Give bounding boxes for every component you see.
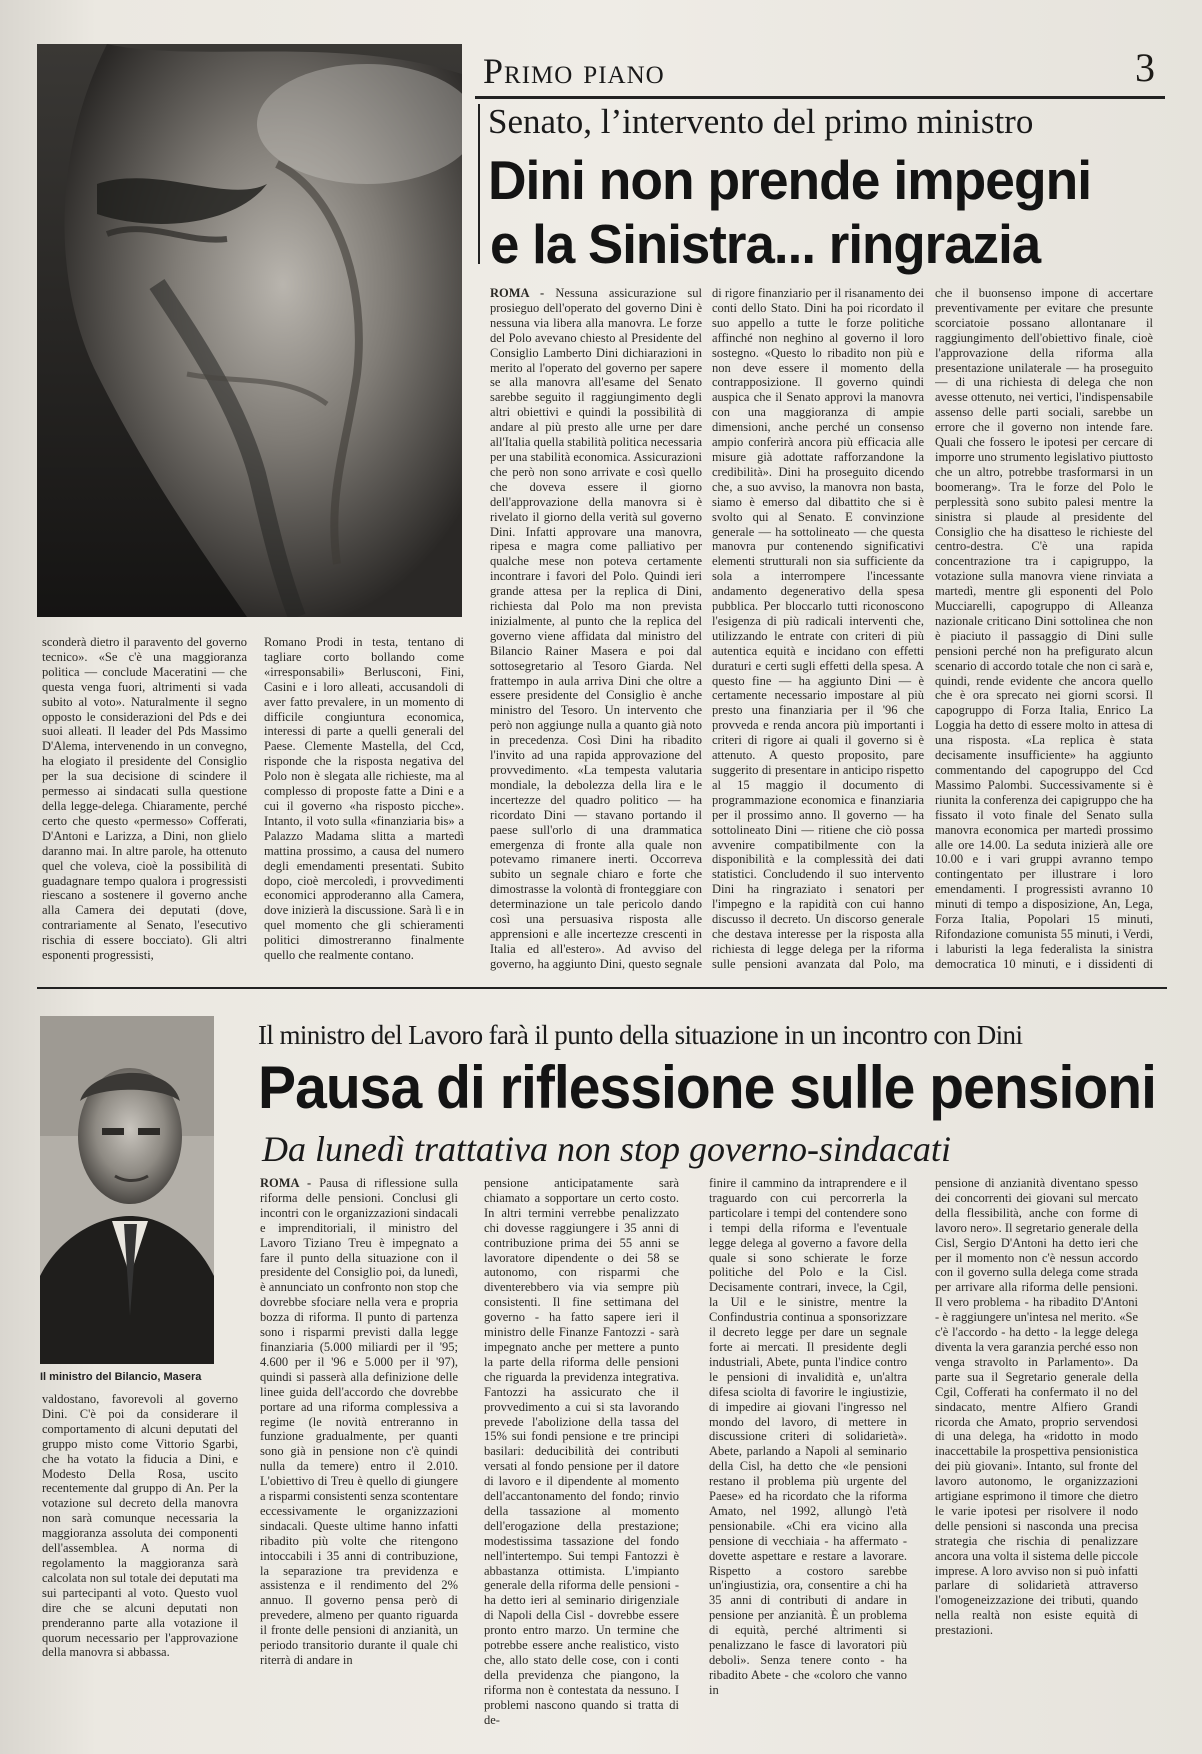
bottom-article-text-1: Pausa di riflessione sulla riforma delle pensioni. Conclusi gli incontri con le organizzazioni sindacali e imprenditoriali, il ministro del Lavoro Tiziano Treu è impegnato a fare il punto della situazione con il presidente del Consiglio poi, da lunedì, è annunciato un confronto non stop che dovrebbe sfociare nella vera e propria bozza di riforma. Il punto di partenza sono i risparmi previsti dalla legge finanziaria (5.000 miliardi per il '95; 4.600 per il '96 e 5.000 per il '97), quindi si passerà alla definizione delle linee guida dell'accordo che dovrebbe portare ad una riforma complessiva a regime (le novità entreranno in funzione gradualmente, per quanti sono già in pensione non c'è quindi nulla da temere) entro il 2.010. L'obiettivo di Treu è quello di giungere a risparmi consistenti senza scontentare eccessivamente le organizzazioni sindacali. Queste ultime hanno infatti ribadito più volte che ritengono intoccabili i 35 anni di contribuzione, la separazione tra previdenza e assistenza e il rendimento del 2% annuo. Il governo pensa però di prevedere, almeno per quanto riguarda il fronte delle pensioni di anzianità, un periodo transitorio durante il quale chi riterrà di andare in bbox=[260, 1176, 458, 1667]
top-article-headline-line2: e la Sinistra... ringrazia bbox=[490, 213, 1041, 275]
page-number: 3 bbox=[1135, 45, 1155, 90]
top-continuation-text-2: Romano Prodi in testa, tentano di tagliare corto bollando come «irresponsabili» Berlusconi, Fini, Casini e i loro alleati, accusandoli di aver fatto prevalere, in un momento di difficile congiuntura economica, interessi di parte a quelli generali del Paese. Clemente Mastella, del Ccd, risponde che la risposta negativa del Polo non è slegata alle richieste, ma al complesso di proposte fatte a Dini e a cui il governo «ha risposto picche». Intanto, il voto sulla «finanziaria bis» a Palazzo Madama slitta a martedì mattina prossimo, a causa del numero degli emendamenti presentati. Subito dopo, cioè mercoledì, i provvedimenti economici approderanno alla Camera, dove inizierà la discussione. Sarà lì e in quel momento che gli schieramenti politici dimostreranno finalmente quello che realmente contano. bbox=[264, 635, 464, 963]
bottom-article-column-3 bbox=[709, 1176, 907, 1728]
top-article-column-3 bbox=[935, 286, 1153, 972]
bottom-article-text-2: pensione anticipatamente sarà chiamato a sopportare un certo costo. In altri termini verrebbe penalizzato chi dovesse raggiungere i 35 anni di contribuzione prima dei 55 anni se lavoratore dipendente o dei 58 se autonomo, con risparmi che diventerebbero via via sempre più consistenti. Il fine settimana del governo - ha fatto sapere ieri il ministro delle Finanze Fantozzi - sarà impegnato anche per mettere a punto la parte della riforma delle pensioni che riguarda la previdenza integrativa. Fantozzi ha assicurato che il provvedimento a cui si sta lavorando prevede l'abolizione della tassa del 15% sui fondi pensione e tre principi basilari: deducibilità dei contributi versati al fondo pensione per il datore di lavoro e il dipendente al momento dell'accantonamento del fondo; rinvio della tassazione al momento dell'erogazione della prestazione; modestissima tassazione del fondo nell'intertempo. Sui tempi Fantozzi è abbastanza ottimista. L'impianto generale della riforma delle pensioni - ha detto ieri al seminario dirigenziale di Napoli della Cisl - dovrebbe essere pronto entro marzo. Un termine che potrebbe essere anche realistico, visto che, allo stato delle cose, con i conti della previdenza che piangono, la riforma non è contestata da nessuno. I problemi nascono quando si tratta di de- bbox=[484, 1176, 679, 1727]
bottom-article-deck: Da lunedì trattativa non stop governo-sindacati bbox=[262, 1129, 951, 1169]
top-article-dateline: ROMA - bbox=[490, 286, 556, 300]
bottom-continuation-text: valdostano, favorevoli al governo Dini. C'è poi da considerare il comportamento di alcuni deputati del gruppo misto come Vittorio Sgarbi, che ha votato la fiducia a Dini, e Modesto Della Rosa, uscito recentemente dal gruppo di An. Per la votazione sul decreto della manovra non sarà comunque necessaria la maggioranza assoluta dei componenti dell'assemblea. A norma di regolamento la maggioranza sarà calcolata non sul totale dei deputati ma sui partecipanti al voto. Questo vuol dire che se alcuni deputati non prenderanno parte alla votazione il quorum necessario per l'approvazione della manovra si abbassa. bbox=[42, 1392, 238, 1660]
bottom-article-text-3: finire il cammino da intraprendere e il traguardo con cui percorrerla la particolare i tempi del contendere sono i tempi della riforma e l'eventuale legge delega al governo a favore della quale si sono schierate le forze politiche del Polo e la Cisl. Decisamente contrari, invece, la Cgil, la Uil e le sinistre, mentre la Confindustria continua a sponsorizzare il decreto legge per dare un segnale forte ai mercati. Il presidente degli industriali, Abete, punta l'indice contro le pensioni di invalidità e, un'altra difesa sciolta di favorire le ingiustizie, di impedire ai giovani l'ingresso nel mondo del lavoro, di mettere in discussione criteri di solidarietà». Abete, parlando a Napoli al seminario della Cisl, ha detto che «le pensioni restano il problema più urgente del Paese» ed ha ricordato che la riforma Amato, nel 1992, allungò l'età pensionabile. «Chi era vicino alla pensione di vecchiaia - ha affermato - dovette aspettare e restare a lavorare. Rispetto a costoro sarebbe un'ingiustizia, ora, consentire a chi ha 35 anni di contributi di andare in pensione per anzianità. È un problema di equità, perché altrimenti si penalizzano le fasce di lavoratori più deboli». Senza tenere conto - ha ribadito Abete - che «coloro che vanno in bbox=[709, 1176, 907, 1697]
bottom-article-kicker: Il ministro del Lavoro farà il punto della situazione in un incontro con Dini bbox=[258, 1020, 1023, 1050]
masera-portrait-image bbox=[40, 1016, 214, 1364]
top-article-text-2: di rigore finanziario per il risanamento dei conti dello Stato. Dini ha poi ricordato il suo appello a tutte le forze politiche affinché non neghino al governo il loro sostegno. «Questo lo ribadito non più e non deve essere il momento della contrapposizione. Il governo quindi auspica che il Senato approvi la manovra con una maggioranza di ampie dimensioni, anche perché un consenso ampio conferirà ancora più efficacia alle misure già adottate rafforzandone la credibilità». Dini ha proseguito dicendo che, a suo avviso, la manovra non basta, siamo è emerso dal dibattito che si è svolto qui al Senato. E convinzione generale — ha sottolineato — che questa manovra pur contenendo significativi elementi strutturali non sia sufficiente da sola a interrompere l'incessante andamento degenerativo della spesa pubblica. Per bloccarlo tutti riconoscono l'esigenza di più radicali interventi che, utilizzando le entrate con criteri di più autentica equità e incidano con effetti duraturi e certi sugli effetti della spesa. A questo fine — ha aggiunto Dini — è certamente necessario impostare al più presto una finanziaria per il '96 che provveda e renda ancora più importanti i criteri di rigore ai quali il governo si è attenuto. A questo proposito, pare suggerito di presentare in anticipo rispetto al 15 maggio il documento di programmazione economica e finanziaria per il prossimo anno. Il governo — ha sottolineato Dini — ritiene che ciò possa avvenire compatibilmente con la disponibilità e la complessità dei dati statistici. Concludendo il suo intervento Dini ha ringraziato i senatori per l'impegno e la rapidità con cui hanno discusso il decreto. Un discorso generale che destava interesse per la risposta alla richiesta di legge delega per la riforma sulle pensioni avanzata dal Polo, ma bbox=[712, 286, 924, 971]
section-title: Primo piano bbox=[483, 51, 665, 91]
article-divider bbox=[37, 987, 1167, 989]
masera-portrait-photo bbox=[40, 1016, 214, 1364]
top-photo-continuation-2 bbox=[264, 635, 464, 973]
top-article-headline-line1: Dini non prende impegni bbox=[488, 149, 1092, 211]
section-header bbox=[475, 44, 1165, 99]
bottom-article-dateline: ROMA - bbox=[260, 1176, 320, 1190]
dini-portrait-photo bbox=[37, 44, 462, 617]
top-article-text-3: che il buonsenso impone di accertare preventivamente per evitare che presunte scorciatoie possano allontanare il raggiungimento dell'obiettivo finale, cioè l'approvazione della riforma alla presentazione unilaterale — ha proseguito — di una richiesta di delega che non avesse ottenuto, nei vertici, l'indispensabile assenso delle parti sociali, sarebbe un errore che il governo non intende fare. Quali che fossero le ipotesi per cercare di imporre uno strumento legislativo piuttosto che un altro, potrebbe trasformarsi in un boomerang». Tra le forze del Polo le perplessità sono subito palesi mentre la sinistra si plaude al presidente del Consiglio che ha disatteso le richieste del centro-destra. C'è una rapida concentrazione tra i capigruppo, la votazione sulla manovra viene rinviata a martedì, mentre gli esponenti del Polo Mucciarelli, capogruppo di Alleanza nazionale criticano Dini sottolinea che non è piaciuto il passaggio di Dini sulle pensioni perché non ha prefigurato alcun scenario di accordo totale che non ci sarà e, quindi, rende evidente che ancora quello che è ora sprecato nei giorni scorsi. Il capogruppo di Forza Italia, Enrico La Loggia ha detto di essere molto in attesa di una risposta. «La replica è stata decisamente insufficiente» ha aggiunto commentando del capogruppo del Ccd Massimo Palombi. Successivamente si è riunita la conferenza dei capigruppo che ha fissato il voto finale del Senato sulla manovra economica per martedì prossimo alle ore 14.00. La seduta inizierà alle ore 10.00 e i vari gruppi avranno tempo contingentato per illustrare i loro emendamenti. I progressisti avranno 10 minuti di tempo a disposizione, An, Lega, Forza Italia, Popolari 15 minuti, Rifondazione comunista 55 minuti, i Verdi, i laburisti la lega federalista la sinistra democratica 10 minuti, e i dissidenti di bbox=[935, 286, 1153, 971]
top-article-kicker: Senato, l’intervento del primo ministro bbox=[488, 102, 1034, 141]
dini-portrait-image bbox=[37, 44, 462, 617]
top-article-text-1: Nessuna assicurazione sul prosieguo dell'operato del governo Dini è nessuna via libera alla manovra. Le forze del Polo avevano chiesto al Presidente del Consiglio Lamberto Dini dichiarazioni in merito al l'operato del governo per sapere se alla manovra all'esame del Senato sarebbe seguito il raggiungimento degli altri obiettivi e quindi la possibilità di andare al più presto alle urne per dare all'Italia quella stabilità politica necessaria per una stabilità economica. Assicurazioni che però non sono arrivate e così quello che doveva essere il giorno dell'approvazione della manovra si è rivelato il giorno della verità sul governo Dini. Infatti approvare una manovra, ripesa e magra come palliativo per qualche mese non poteva certamente incontrare i favori del Polo. Quindi ieri grande attesa per la replica di Dini, richiesta dal Polo ma non prevista inizialmente, al punto che la replica del governo viene affidata dal ministro del Bilancio Rainer Masera e poi dal sottosegretario al Tesoro Giarda. Nel frattempo in aula arriva Dini che oltre a essere presidente del Consiglio è anche ministro del Tesoro. Un intervento che però non aggiunge nulla a quanto già noto in precedenza. Così Dini ha ribadito l'invito ad una rapida approvazione del provvedimento. «La tempesta valutaria mondiale, la debolezza della lira e le incertezze del quadro politico — ha ricordato Dini — stavano portando il paese sull'orlo di una drammatica emergenza di fronte alla quale non potevamo rimanere inerti. Occorreva subito un segnale chiaro e forte che dimostrasse la volontà di fronteggiare con determinazione un tale pericolo dando così una persuasiva risposta alle apprensioni e alle incertezze crescenti in Italia ed all'estero». Ad avviso del governo, ha aggiunto Dini, questo segnale bbox=[490, 286, 702, 971]
photo-caption: Il ministro del Bilancio, Masera bbox=[40, 1371, 202, 1383]
bottom-article-headline: Pausa di riflessione sulle pensioni bbox=[258, 1054, 1157, 1121]
top-photo-continuation-1 bbox=[42, 635, 247, 973]
bottom-article-column-1 bbox=[260, 1176, 458, 1728]
bottom-article-column-4 bbox=[935, 1176, 1138, 1728]
header-vertical-rule bbox=[478, 104, 480, 264]
bottom-article-text-4: pensione di anzianità diventano spesso dei concorrenti dei giovani sul mercato della flessibilità, anche con forme di lavoro nero». Il segretario generale della Cisl, Sergio D'Antoni ha detto ieri che per il momento non c'è nessun accordo con il governo sulla delega come strada per arrivare alla riforma delle pensioni. Il vero problema - ha ribadito D'Antoni - è raggiungere un'intesa nel merito. «Se c'è l'accordo - ha detto - la legge delega diventa la vera garanzia perché esso non venga stravolto in Parlamento». Da parte sua il Segretario generale della Cgil, Cofferati ha confermato il no del sindacato, mentre Alfiero Grandi ricorda che Amato, proprio servendosi di una delega, ha «ridotto in modo inaccettabile la prospettiva pensionistica dei più giovani». Intanto, sul fronte del lavoro autonomo, le organizzazioni artigiane esprimono il timore che dietro le varie ipotesi per risolvere il nodo delle pensioni si nasconda una precisa strategia che rischia di penalizzare ancora una volta il sistema delle piccole imprese. A loro avviso non si può infatti parlare di solidarietà attraverso l'omogeneizzazione dei tributi, quando nella realtà non esiste equità di prestazioni. bbox=[935, 1176, 1138, 1638]
top-article-column-2 bbox=[712, 286, 924, 972]
top-article-column-1 bbox=[490, 286, 702, 972]
bottom-photo-continuation bbox=[42, 1392, 238, 1728]
bottom-article-column-2 bbox=[484, 1176, 679, 1728]
top-continuation-text-1: sconderà dietro il paravento del governo tecnico». «Se c'è una maggioranza politica — conclude Maceratini — che questa venga fuori, altrimenti si vada subito al voto». Naturalmente il segno opposto le considerazioni del Pds e dei suoi alleati. Il leader del Pds Massimo D'Alema, intervenendo in un convegno, ha elogiato il presidente del Consiglio per la sua decisione di scindere il permesso ai sindacati sulla questione della legge-delega. Chiaramente, perché certo che questo «permesso» Cofferati, D'Antoni e Larizza, a Dini, non glielo daranno mai. In altre parole, ha ottenuto quel che voleva, cioè la possibilità di guadagnare tempo qualora i progressisti riescano a sostenere il governo anche alla Camera dei deputati (dove, contrariamente al Senato, l'esecutivo rischia di essere bocciato). Gli altri esponenti progressisti, bbox=[42, 635, 247, 963]
